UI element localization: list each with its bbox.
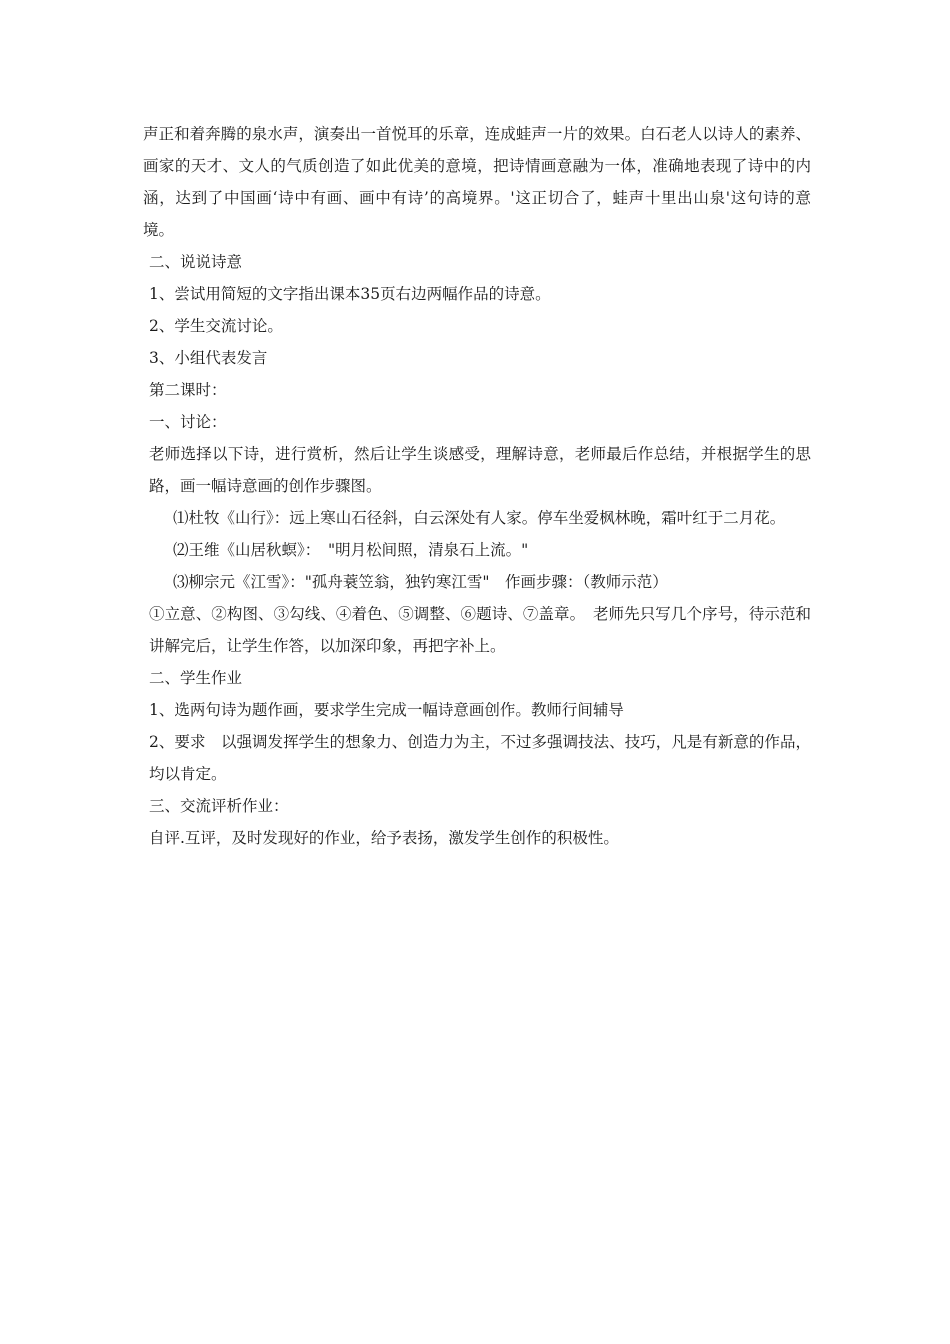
paragraph-discussion: 老师选择以下诗，进行赏析，然后让学生谈感受，理解诗意，老师最后作总结，并根据学生的思路，画一幅诗意画的创作步骤图。 (149, 445, 811, 495)
poem-item-3: ⑶柳宗元《江雪》："孤舟蓑笠翁，独钓寒江雪" 作画步骤：（教师示范） (173, 573, 668, 591)
homework-item-2: 2、要求 以强调发挥学生的想象力、创造力为主，不过多强调技法、技巧，凡是有新意的作品，均以肯定。 (149, 733, 811, 783)
homework-item-1: 1、选两句诗为题作画，要求学生完成一幅诗意画创作。教师行间辅导 (149, 701, 624, 719)
section-heading-homework: 二、学生作业 (149, 669, 243, 687)
paragraph-intro-continued: 声正和着奔腾的泉水声，演奏出一首悦耳的乐章，连成蛙声一片的效果。白石老人以诗人的素养、画家的天才、文人的气质创造了如此优美的意境，把诗情画意融为一体，准确地表现了诗中的内涵，达到了中国画‘诗中有画、画中有诗’的高境界。'这正切合了，蛙声十里出山泉'这句诗的意境。 (143, 125, 811, 239)
list-item-2: 2、学生交流讨论。 (149, 317, 283, 335)
poem-item-2: ⑵王维《山居秋螟》： "明月松间照，清泉石上流。" (173, 541, 529, 559)
section-heading-discussion: 一、讨论： (149, 413, 227, 431)
document-body (143, 118, 811, 854)
paragraph-review: 自评.互评，及时发现好的作业，给予表扬，激发学生创作的积极性。 (149, 829, 619, 847)
list-item-3: 3、小组代表发言 (149, 349, 268, 367)
poem-item-1: ⑴杜牧《山行》：远上寒山石径斜，白云深处有人家。停车坐爱枫林晚，霜叶红于二月花。 (173, 509, 786, 527)
list-item-1: 1、尝试用简短的文字指出课本35页右边两幅作品的诗意。 (149, 285, 551, 303)
lesson-two-heading: 第二课时： (149, 381, 227, 399)
section-heading-review: 三、交流评析作业： (149, 797, 289, 815)
paragraph-steps: ①立意、②构图、③勾线、④着色、⑤调整、⑥题诗、⑦盖章。 老师先只写几个序号，待示范和讲解完后，让学生作答，以加深印象，再把字补上。 (149, 605, 811, 655)
section-heading-poem-meaning: 二、说说诗意 (149, 253, 243, 271)
